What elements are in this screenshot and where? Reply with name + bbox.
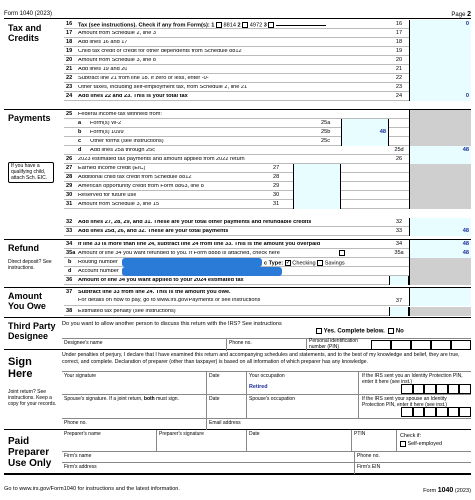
account-value-grey <box>409 267 471 276</box>
no-checkbox[interactable] <box>388 328 394 334</box>
firm-address-label: Firm's address <box>64 464 97 470</box>
line-34 <box>64 240 471 249</box>
line-num: 20 <box>66 57 73 63</box>
line-num: 21 <box>66 66 73 72</box>
section-title-preparer: Paid Preparer Use Only <box>8 436 52 469</box>
routing-value-grey <box>409 258 471 267</box>
no-label: No <box>395 328 404 335</box>
section-title-payments: Payments <box>8 113 51 123</box>
line-text: Earned income credit (EIC) <box>78 166 146 171</box>
line-text: Form(s) 1099 <box>90 130 124 135</box>
line-23 <box>64 83 471 92</box>
refund-section <box>4 240 471 288</box>
routing-label: Routing number <box>78 260 118 265</box>
box-label: 20 <box>395 57 403 63</box>
savings-checkbox[interactable] <box>317 260 323 266</box>
check-if-group <box>400 432 442 448</box>
line-num: 37 <box>66 289 73 295</box>
spouse-occupation-field[interactable] <box>247 395 359 419</box>
line-text: Amount from Schedule 2, line 3 <box>78 31 157 36</box>
line-37-text2: For details on how to pay, go to www.irs.gov/Payments or see instructions <box>78 298 261 303</box>
inner-box-value[interactable] <box>293 200 341 209</box>
form-8888-checkbox[interactable] <box>339 250 345 256</box>
line-17 <box>64 29 471 38</box>
outer-grey <box>409 164 471 173</box>
line-num: 19 <box>66 48 73 54</box>
line-num: 26 <box>66 156 73 162</box>
line-37-value[interactable] <box>409 288 471 306</box>
line-num: 36 <box>66 277 73 283</box>
firm-name-row <box>62 452 471 463</box>
phone-label: Phone no. <box>64 420 87 426</box>
box-label: 33 <box>395 228 403 234</box>
designee-name-label: Designee's name <box>64 340 103 346</box>
line-16 <box>64 20 471 29</box>
line-24 <box>64 92 471 101</box>
line-25-text: Federal income tax withheld from: <box>78 112 162 117</box>
line-num: 29 <box>66 183 73 189</box>
line-num: 30 <box>66 192 73 198</box>
line-38 <box>64 307 471 316</box>
section-title-tax: Tax and Credits <box>8 23 42 43</box>
inner-box-label: 30 <box>273 192 280 198</box>
outer-grey <box>409 137 471 146</box>
footer-year: (2023) <box>454 488 471 494</box>
designee-fields <box>62 338 471 350</box>
box-label: 25d <box>394 147 404 153</box>
spouse-ip-pin-boxes[interactable] <box>401 407 471 417</box>
line-text: Child tax credit or credit for other dependents from Schedule 8812 <box>78 49 242 54</box>
contact-row <box>62 419 471 430</box>
form-8814-label: 8814 <box>223 22 236 29</box>
spouse-sig-text-b: both <box>143 396 155 402</box>
box-label: 21 <box>395 66 403 72</box>
line-text: Form(s) W-2 <box>90 121 122 126</box>
line-36-value[interactable] <box>389 276 409 285</box>
inner-box-label: 31 <box>273 201 280 207</box>
outer-grey <box>409 200 471 209</box>
line-text: Add lines 22 and 23. This is your total tax <box>78 94 188 99</box>
line-25d <box>64 146 471 155</box>
check-if-label: Check if: <box>400 433 421 439</box>
checkbox-4972[interactable] <box>242 22 248 28</box>
firm-name-label: Firm's name <box>64 453 92 459</box>
tax-credits-section <box>4 20 471 110</box>
line-22 <box>64 74 471 83</box>
line-36-text: Amount of line 34 you want applied to your 2024 estimated tax <box>78 278 244 283</box>
firm-phone-label: Phone no. <box>357 453 380 459</box>
line-16-desc: Tax (see instructions). Check if any from Form(s): <box>78 22 210 29</box>
checkbox-8814[interactable] <box>216 22 222 28</box>
line-num: 17 <box>66 30 73 36</box>
line-num: 31 <box>66 201 73 207</box>
line-num: 18 <box>66 39 73 45</box>
inner-box-label: 29 <box>273 183 280 189</box>
line-value[interactable] <box>409 29 471 38</box>
firm-address-row <box>62 463 471 474</box>
ptin-label: PTIN <box>354 431 366 437</box>
inner-box-value[interactable] <box>293 191 341 200</box>
sub-letter: d <box>78 147 82 153</box>
third-party-section <box>4 318 471 350</box>
outer-grey <box>409 119 471 128</box>
line-36 <box>64 276 471 285</box>
line-26-value[interactable] <box>409 155 471 164</box>
line-19 <box>64 47 471 56</box>
line-26-text: 2023 estimated tax payments and amount applied from 2022 return <box>78 157 245 162</box>
spouse-sig-text-c: must sign. <box>156 396 179 402</box>
box-label: 23 <box>395 84 403 90</box>
outer-grey <box>409 173 471 182</box>
firm-address-field[interactable] <box>62 463 355 474</box>
line-26 <box>64 155 471 164</box>
section-title-sign: Sign Here <box>8 356 33 381</box>
inner-box-value[interactable] <box>293 173 341 182</box>
your-sig-label: Your signature <box>64 373 97 379</box>
sub-letter: b <box>68 259 72 265</box>
preparer-section <box>4 430 471 475</box>
ip-pin-note: If the IRS sent you an Identity Protection PIN, enter it here (see inst.) <box>362 373 463 385</box>
line-num: 34 <box>66 241 73 247</box>
form-header <box>4 8 471 19</box>
self-employed-label: Self-employed <box>407 441 442 448</box>
line-text: Add lines 19 and 20 <box>78 67 128 72</box>
line-20 <box>64 56 471 65</box>
box-label: 34 <box>395 241 403 247</box>
spouse-sig-text-a: Spouse's signature. If a joint return, <box>64 396 143 402</box>
line-25-value-grey <box>409 110 471 119</box>
footer-form-word: Form <box>423 488 437 494</box>
inner-box-label: 28 <box>273 174 280 180</box>
designee-options <box>316 328 404 335</box>
outer-grey <box>409 191 471 200</box>
line-25 <box>64 110 471 119</box>
qualifying-child-note: If you have a qualifying child, attach Sch. EIC. <box>8 162 54 183</box>
line-num: 32 <box>66 219 73 225</box>
outer-grey <box>409 182 471 191</box>
sub-letter: a <box>78 120 82 126</box>
line-25a <box>64 119 471 128</box>
yes-checkbox[interactable] <box>316 328 322 334</box>
line-num: 23 <box>66 84 73 90</box>
line-25c <box>64 137 471 146</box>
line-num: 16 <box>66 21 73 27</box>
box-label: 16 <box>395 21 403 27</box>
checkbox-form-3[interactable] <box>268 22 274 28</box>
inner-box-value[interactable] <box>341 119 389 128</box>
account-number-field[interactable] <box>122 267 282 276</box>
line-35a <box>64 249 471 258</box>
line-32-value[interactable] <box>409 218 471 227</box>
line-value[interactable]: 48 <box>409 146 471 155</box>
inner-box-value[interactable] <box>293 164 341 173</box>
line-num: 33 <box>66 228 73 234</box>
line-30 <box>64 191 471 200</box>
inner-box-label: 25c <box>321 138 331 144</box>
form-footer <box>4 487 471 493</box>
inner-box-label: 27 <box>273 165 280 171</box>
line-38-value[interactable] <box>389 307 409 316</box>
line-text: American opportunity credit from Form 8863, line 8 <box>78 184 204 189</box>
sub-letter: c <box>78 138 82 144</box>
line-33-value[interactable]: 48 <box>409 227 471 236</box>
form-label: Form 1040 (2023) <box>4 11 53 17</box>
line-value[interactable] <box>409 56 471 65</box>
form-3-field[interactable] <box>276 25 326 26</box>
line-21 <box>64 65 471 74</box>
page-number: 2 <box>467 11 471 18</box>
line-value[interactable] <box>409 83 471 92</box>
line-value[interactable]: 0 <box>409 92 471 101</box>
line-37-text: Subtract line 33 from line 24. This is the amount you owe. <box>78 290 231 295</box>
section-title-owe: Amount You Owe <box>8 291 46 311</box>
ip-pin-boxes[interactable] <box>401 384 471 394</box>
your-date-field[interactable] <box>207 372 247 396</box>
type-label: c Type: <box>264 260 284 267</box>
line-text: Subtract line 21 from line 18. If zero or less, enter -0- <box>78 76 209 81</box>
line-value[interactable] <box>409 47 471 56</box>
spouse-ip-pin-note: If the IRS sent your spouse an Identity Protection PIN, enter it here (see inst.) <box>362 396 448 408</box>
line-value[interactable] <box>409 74 471 83</box>
line-33 <box>64 227 471 236</box>
line-value[interactable] <box>409 38 471 47</box>
line-37 <box>64 288 471 306</box>
your-signature-row <box>62 371 471 395</box>
designee-pin-boxes[interactable] <box>371 340 471 350</box>
line-num: 38 <box>66 308 73 314</box>
box-label: 22 <box>395 75 403 81</box>
page-word: Page <box>451 12 466 18</box>
box-label: 18 <box>395 39 403 45</box>
firm-ein-field[interactable] <box>355 463 471 474</box>
firm-ein-label: Firm's EIN <box>357 464 381 470</box>
inner-box-value[interactable]: 48 <box>341 128 389 137</box>
preparer-name-label: Preparer's name <box>64 431 101 437</box>
line-num: 25 <box>66 111 73 117</box>
preparer-date-label: Date <box>249 431 260 437</box>
spouse-sig-label <box>64 396 179 402</box>
routing-row <box>64 258 471 267</box>
yes-label: Yes. Complete below. <box>323 328 385 335</box>
line-text: Other taxes, including self-employment tax, from Schedule 2, line 21 <box>78 85 248 90</box>
line-text: Add lines 25a through 25c <box>90 148 155 153</box>
form-2-num: 2 <box>237 22 241 29</box>
designee-pin-label: Personal identification number (PIN) <box>309 338 358 350</box>
account-label: Account number <box>78 269 119 274</box>
line-35a-value[interactable]: 48 <box>409 249 471 258</box>
inner-box-label: 25b <box>321 129 331 135</box>
box-label: 19 <box>395 48 403 54</box>
spouse-signature-field[interactable] <box>62 395 207 419</box>
footer-form-number: 1040 <box>437 487 454 494</box>
line-value[interactable] <box>409 65 471 74</box>
line-34-text: If line 33 is more than line 24, subtract line 24 from line 33. This is the amount you overpaid <box>78 242 321 247</box>
line-num: 27 <box>66 165 73 171</box>
box-label: 17 <box>395 30 403 36</box>
line-text: Amount from Schedule 3, line 8 <box>78 58 157 63</box>
preparer-name-field[interactable] <box>62 430 157 452</box>
designee-question: Do you want to allow another person to discuss this return with the IRS? See instructions <box>62 321 282 327</box>
designee-phone-label: Phone no. <box>229 340 252 346</box>
form-4972-label: 4972 <box>249 22 263 29</box>
box-label: 35a <box>394 250 404 256</box>
line-29 <box>64 182 471 191</box>
spouse-date-label: Date <box>209 396 220 402</box>
occupation-label: Your occupation <box>249 373 285 379</box>
line-38-value-grey <box>409 307 471 316</box>
form-3-num: 3 <box>263 22 267 29</box>
line-28 <box>64 173 471 182</box>
line-31 <box>64 200 471 209</box>
section-title-third-party: Third Party Designee <box>8 321 56 341</box>
line-33-text: Add lines 25d, 26, and 32. These are your total payments <box>78 229 229 234</box>
firm-name-field[interactable] <box>62 452 355 463</box>
ptin-field[interactable] <box>352 430 397 452</box>
line-num: 35a <box>66 250 76 256</box>
line-text: Reserved for future use <box>78 193 137 198</box>
occupation-value: Retired <box>249 383 268 390</box>
checking-checkbox[interactable]: ✓ <box>285 260 291 266</box>
spouse-date-field[interactable] <box>207 395 247 419</box>
line-32 <box>64 218 471 227</box>
payments-section <box>4 110 471 240</box>
preparer-date-field[interactable] <box>247 430 352 452</box>
self-employed-checkbox[interactable] <box>400 441 406 447</box>
line-27 <box>64 164 471 173</box>
line-text: Amount from Schedule 3, line 15 <box>78 202 160 207</box>
line-36-value-grey <box>409 276 471 285</box>
joint-return-note: Joint return? See instructions. Keep a copy for your records. <box>8 389 57 407</box>
sign-section <box>4 350 471 430</box>
email-label: Email address <box>209 420 241 426</box>
line-text: Other forms (see instructions) <box>90 139 164 144</box>
line-num: 28 <box>66 174 73 180</box>
line-num: 24 <box>66 93 73 99</box>
line-18 <box>64 38 471 47</box>
sub-letter: b <box>78 129 82 135</box>
inner-box-value[interactable] <box>341 137 389 146</box>
checking-label: Checking <box>292 260 316 267</box>
phone-field[interactable] <box>62 419 207 430</box>
box-label: 26 <box>395 156 403 162</box>
form-1-num: 1 <box>211 22 215 29</box>
perjury-declaration: Under penalties of perjury, I declare that I have examined this return and accompanying schedules and statements, and to the best of my knowledge and belief, they are true, correct, and complete. Declaration of preparer (other than taxpayer) is based on all information of which preparer has any knowledge. <box>62 352 460 365</box>
preparer-signature-field[interactable] <box>157 430 247 452</box>
firm-phone-field[interactable] <box>355 452 471 463</box>
line-num: 22 <box>66 75 73 81</box>
preparer-sig-label: Preparer's signature <box>159 431 204 437</box>
line-text: Additional child tax credit from Schedule 8812 <box>78 175 192 180</box>
spouse-signature-row <box>62 395 471 419</box>
box-label: 32 <box>395 219 403 225</box>
savings-label: Savings <box>324 260 345 267</box>
inner-box-value[interactable] <box>293 182 341 191</box>
footer-form-id <box>423 487 471 495</box>
line-16-value[interactable]: 0 <box>409 20 471 29</box>
your-occupation-field[interactable] <box>247 372 359 396</box>
owe-section <box>4 288 471 318</box>
direct-deposit-note: Direct deposit? See instructions. <box>8 259 52 271</box>
line-25b <box>64 128 471 137</box>
line-34-value[interactable]: 48 <box>409 240 471 249</box>
line-32-text: Add lines 27, 28, 29, and 31. These are your total other payments and refundable credits <box>78 220 312 225</box>
box-label: 37 <box>395 298 403 304</box>
footer-instructions: Go to www.irs.gov/Form1040 for instructions and the latest information. <box>4 486 180 492</box>
routing-number-field[interactable] <box>122 258 262 267</box>
line-38-text: Estimated tax penalty (see instructions) <box>78 309 176 314</box>
line-text: Add lines 16 and 17 <box>78 40 128 45</box>
section-title-refund: Refund <box>8 243 39 253</box>
date-label: Date <box>209 373 220 379</box>
outer-grey <box>409 128 471 137</box>
preparer-row <box>62 430 471 452</box>
inner-box-label: 25a <box>321 120 331 126</box>
your-signature-field[interactable] <box>62 372 207 396</box>
box-label: 24 <box>395 93 403 99</box>
page-number-label <box>451 11 471 18</box>
line-35a-text: Amount of line 34 you want refunded to you. If Form 8888 is attached, check here <box>78 251 280 256</box>
sub-letter: d <box>68 268 72 274</box>
email-field[interactable] <box>207 419 471 430</box>
spouse-occ-label: Spouse's occupation <box>249 396 295 402</box>
account-row <box>64 267 471 276</box>
